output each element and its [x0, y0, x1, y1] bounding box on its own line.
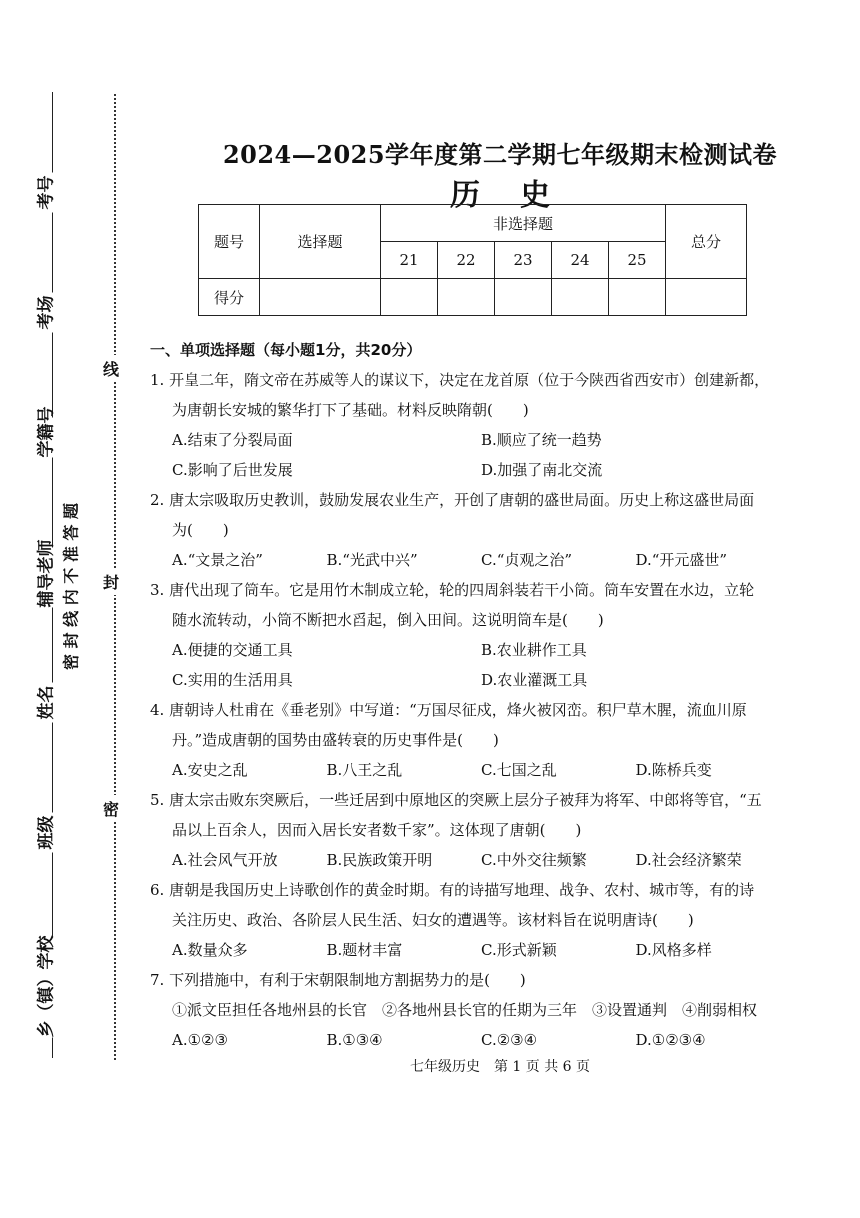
exam-title: 2024—2025学年度第二学期七年级期末检测试卷: [222, 140, 778, 169]
school-label: 乡（镇）学校: [32, 938, 57, 1038]
seal-line-char: 线: [103, 355, 119, 382]
question-3-line-1: 3. 唐代出现了筒车。它是用竹木制成立轮，轮的四周斜装若干小筒。筒车安置在水边，立轮: [150, 581, 755, 599]
qno-21: 21: [381, 242, 438, 279]
score-row-label: 得分: [199, 279, 260, 316]
score-cell-21[interactable]: [381, 279, 438, 316]
score-cell-25[interactable]: [609, 279, 666, 316]
score-cell-choice[interactable]: [260, 279, 381, 316]
question-1-line-2: 为唐朝长安城的繁华打下了基础。材料反映隋朝( ): [172, 401, 529, 419]
name-label: 姓名: [32, 683, 57, 723]
question-5-line-2: 品以上百余人，因而入居长安者数千家”。这体现了唐朝( ): [172, 821, 582, 839]
question-6-line-1: 6. 唐朝是我国历史上诗歌创作的黄金时期。有的诗描写地理、战争、农村、城市等，有的诗: [150, 881, 755, 899]
option-c: C.影响了后世发展: [172, 461, 293, 479]
option-a: A.数量众多: [172, 941, 248, 959]
option-c: C.七国之乱: [481, 761, 557, 779]
section-heading: 一、单项选择题（每小题1分，共20分）: [150, 341, 422, 359]
option-d: D.风格多样: [635, 941, 712, 959]
option-b: B.题材丰富: [326, 941, 403, 959]
option-a: A.安史之乱: [172, 761, 248, 779]
qno-22: 22: [438, 242, 495, 279]
option-c: C.形式新颖: [481, 941, 557, 959]
option-d: D.①②③④: [635, 1031, 706, 1049]
question-6-line-2: 关注历史、政治、各阶层人民生活、妇女的遭遇等。该材料旨在说明唐诗( ): [172, 911, 694, 929]
student-no-label: 学籍号: [32, 418, 57, 458]
qno-header: 题号: [199, 205, 260, 279]
question-1-line-1: 1. 开皇二年，隋文帝在苏威等人的谋议下，决定在龙首原（位于今陕西省西安市）创建新都，: [150, 371, 770, 389]
no-answer-notice: 密 封 线 内 不 准 答 题: [59, 447, 82, 727]
tutor-label: 辅导老师: [32, 548, 57, 608]
question-2-line-1: 2. 唐太宗吸取历史教训，鼓励发展农业生产，开创了唐朝的盛世局面。历史上称这盛世局面: [150, 491, 755, 509]
question-list: [150, 335, 790, 1055]
exam-room-label: 考场: [32, 293, 57, 333]
class-label: 班级: [32, 813, 57, 853]
option-d: D.陈桥兵变: [635, 761, 712, 779]
score-table: [198, 204, 747, 316]
choice-header: 选择题: [260, 205, 381, 279]
option-a: A.便捷的交通工具: [172, 641, 293, 659]
option-c: C.②③④: [481, 1031, 538, 1049]
question-5-line-1: 5. 唐太宗击败东突厥后，一些迁居到中原地区的突厥上层分子被拜为将军、中郎将等官，“五: [150, 791, 762, 809]
question-1-options: [150, 425, 790, 455]
question-2-line-2: 为( ): [172, 521, 229, 539]
option-b: B.民族政策开明: [326, 851, 433, 869]
option-d: D.加强了南北交流: [481, 461, 603, 479]
question-6-options: [150, 935, 790, 965]
option-b: B.农业耕作工具: [481, 641, 587, 659]
option-a: A.结束了分裂局面: [172, 431, 293, 449]
question-4-line-1: 4. 唐朝诗人杜甫在《垂老别》中写道：“万国尽征戍，烽火被冈峦。积尸草木腥，流血川原: [150, 701, 747, 719]
score-cell-22[interactable]: [438, 279, 495, 316]
exam-no-label: 考号: [32, 173, 57, 213]
question-1-options-2: [150, 455, 790, 485]
question-3-options-2: [150, 665, 790, 695]
option-a: A.“文景之治”: [172, 551, 263, 569]
question-3-line-2: 随水流转动，小筒不断把水舀起，倒入田间。这说明筒车是( ): [172, 611, 604, 629]
option-c: C.中外交往频繁: [481, 851, 587, 869]
option-d: D.农业灌溉工具: [481, 671, 588, 689]
score-cell-23[interactable]: [495, 279, 552, 316]
option-b: B.①③④: [326, 1031, 383, 1049]
score-cell-24[interactable]: [552, 279, 609, 316]
question-2-options: [150, 545, 790, 575]
question-7-statements: ①派文臣担任各地州县的长官 ②各地州县长官的任期为三年 ③设置通判 ④削弱相权: [172, 1001, 758, 1019]
score-cell-total[interactable]: [666, 279, 747, 316]
option-b: B.八王之乱: [326, 761, 403, 779]
question-7-line-1: 7. 下列措施中，有利于宋朝限制地方割据势力的是( ): [150, 971, 526, 989]
option-c: C.实用的生活用具: [172, 671, 293, 689]
seal-mi-char: 密: [103, 795, 119, 822]
question-3-options: [150, 635, 790, 665]
subject-title: 历史: [450, 178, 590, 213]
seal-feng-char: 封: [103, 568, 119, 595]
option-a: A.社会风气开放: [172, 851, 278, 869]
question-5-options: [150, 845, 790, 875]
qno-23: 23: [495, 242, 552, 279]
nonchoice-header: 非选择题: [381, 205, 666, 242]
option-c: C.“贞观之治”: [481, 551, 573, 569]
total-header: 总分: [666, 205, 747, 279]
option-d: D.“开元盛世”: [635, 551, 728, 569]
qno-25: 25: [609, 242, 666, 279]
question-4-line-2: 丹。”造成唐朝的国势由盛转衰的历史事件是( ): [172, 731, 499, 749]
option-b: B.“光武中兴”: [326, 551, 418, 569]
page-footer: 七年级历史 第 1 页 共 6 页: [409, 1059, 591, 1075]
option-b: B.顺应了统一趋势: [481, 431, 602, 449]
qno-24: 24: [552, 242, 609, 279]
binding-margin: [0, 0, 140, 1218]
question-4-options: [150, 755, 790, 785]
option-a: A.①②③: [172, 1031, 228, 1049]
question-7-options: [150, 1025, 790, 1055]
option-d: D.社会经济繁荣: [635, 851, 742, 869]
